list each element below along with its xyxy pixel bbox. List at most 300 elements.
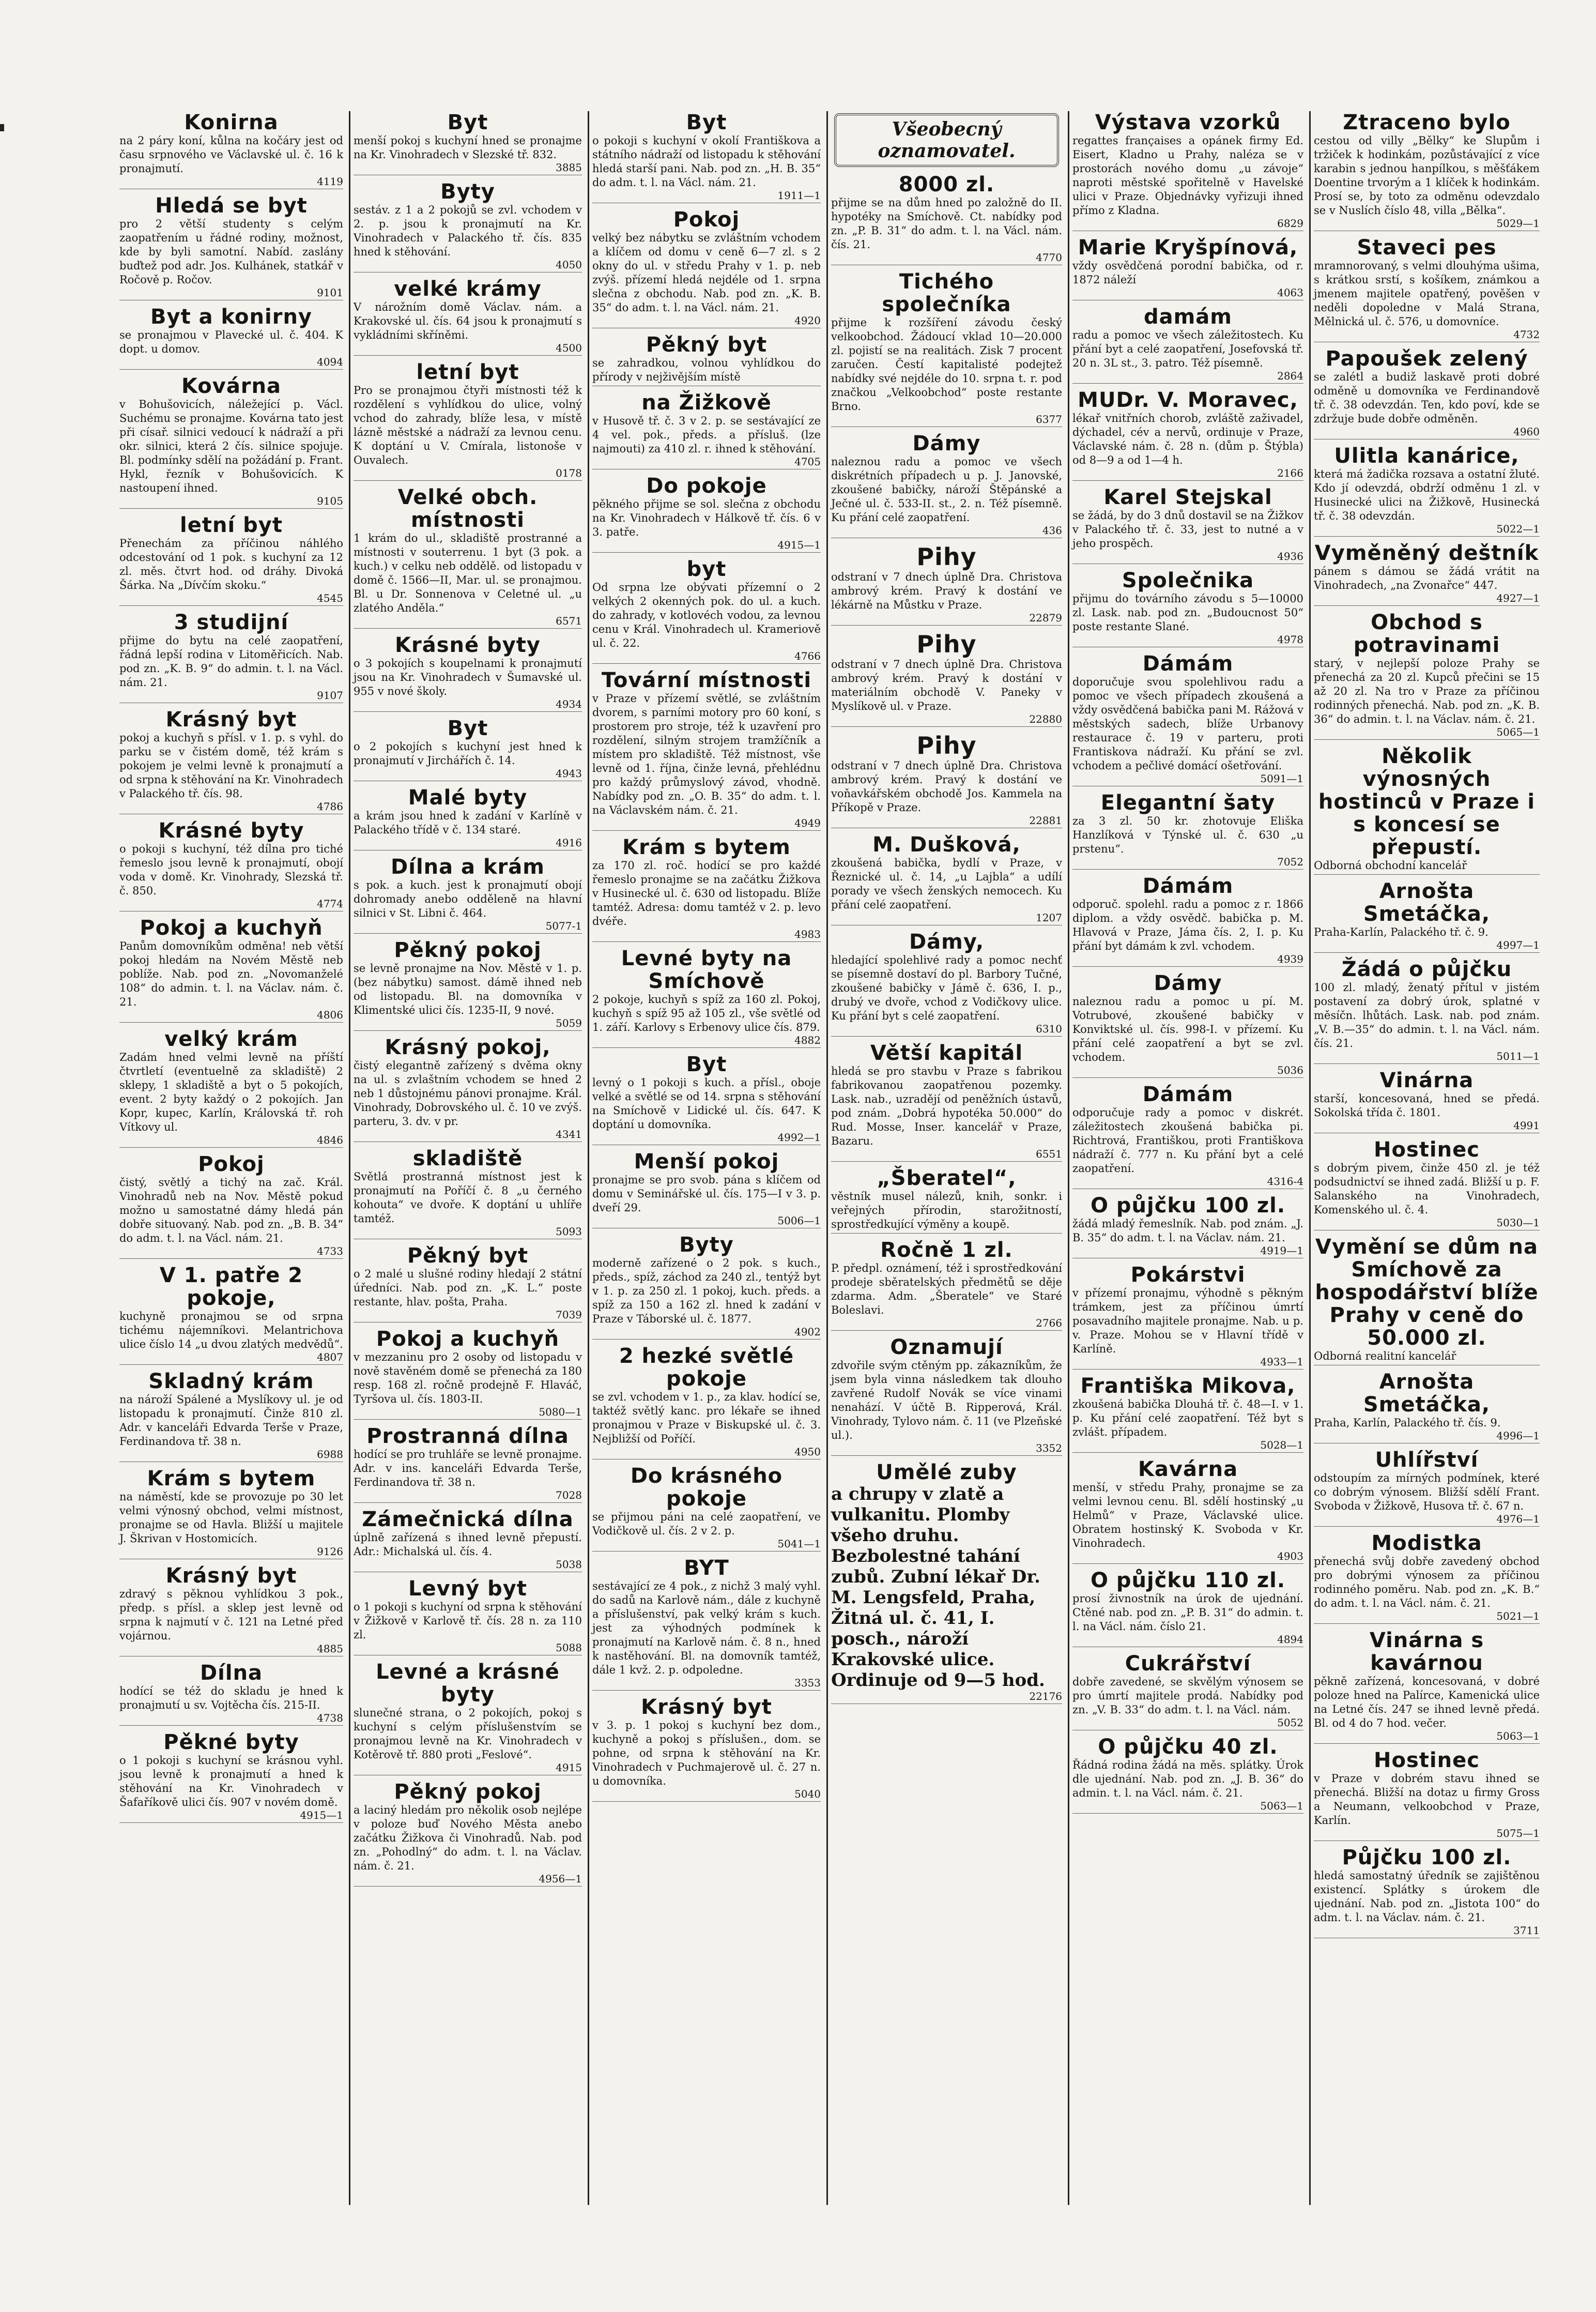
ad-number: 4705 <box>794 455 821 468</box>
ad-number: 4846 <box>317 1134 343 1146</box>
classified-ad <box>1072 111 1303 231</box>
ad-number: 5030—1 <box>1496 1216 1540 1229</box>
ad-heading: Vyměněný deštník <box>1314 541 1539 565</box>
ad-body: se zvl. vchodem v 1. p., za klav. hodící se, taktéž světlý kanc. pro lékaře se ihned pronajmou v Praze v Biskupské ul. č. 3. Nejbližší od Poříčí. <box>592 1391 821 1445</box>
ad-number: 4983 <box>794 928 821 940</box>
ad-column-4 <box>826 111 1065 2205</box>
ad-number: 5038 <box>556 1558 582 1571</box>
ad-heading: Umělé zuby <box>876 1461 1017 1484</box>
ad-number: 5075—1 <box>1496 1827 1540 1839</box>
ad-number: 4063 <box>1277 286 1303 299</box>
ad-body: V nárožním domě Václav. nám. a Krakovské ul. čís. 64 jsou k pronajmutí s vykládními skříněmi. <box>354 301 582 341</box>
ad-body: pro 2 větší studenty s celým zaopatřením u řádné rodiny, možnost, kde by byli samotní. Nabíd. zaslány buďtež pod adr. Jos. Kulhánek, statkář v Ročově p. Ročov. <box>119 218 343 286</box>
ad-heading: na Žižkově <box>641 391 772 415</box>
classified-ad <box>354 361 582 481</box>
classified-ad <box>1314 542 1540 606</box>
ad-heading: Pihy <box>916 630 977 658</box>
ad-body: na náměstí, kde se provozuje po 30 let velmi výnosný obchod, velmi místnost, pronajme se od Havla. Bližší u majitele J. Škrivan v Hostomicích. <box>119 1490 343 1545</box>
ad-number: 22879 <box>1029 612 1062 624</box>
ad-body: Přenechám za příčinou náhlého odcestování od 1 pok. s kuchyní za 12 zl. měs. čtvrt hod. od dráhy. Divoká Šárka. Na „Dívčím skoku.“ <box>119 537 343 591</box>
ad-number: 5059 <box>556 1017 582 1029</box>
classified-ad <box>354 1036 582 1142</box>
classified-ad <box>354 1508 582 1572</box>
ad-body: v Praze v přízemí světlé, se zvláštním dvorem, s parními motory pro 60 koní, s prostorem pro stroje, též k uzavření pro rozdělení, silným strojem tramžíčník a místem pro skladiště. Též místnost, vše levně od 1. října, činže levná, přehlédnu pro každý průmyslový závod, vhodně. Nabídky pod zn. „O. B. 35“ do adm. t. l. na Václavském nám. č. 21. <box>592 692 821 816</box>
ad-heading: Elegantní šaty <box>1100 791 1276 815</box>
ad-body: odstraní v 7 dnech úplně Dra. Christova ambrový krém. Pravý k dostání v materiálním obchodě V. Paneky v Myslíkově ul. v Praze. <box>831 658 1062 712</box>
ad-number: 4119 <box>317 175 343 188</box>
ad-heading: Několik výnosných hostinců v Praze i s koncesí se přepustí. <box>1318 744 1536 859</box>
classified-ad <box>119 611 343 703</box>
ad-number: 4939 <box>1277 953 1303 965</box>
ad-body: se zahradkou, volnou vyhlídkou do přírody v nejživějším místě <box>592 357 821 383</box>
ad-heading: Levné byty na Smíchově <box>621 947 792 993</box>
ad-number: 4997—1 <box>1496 939 1540 951</box>
ad-body: přijme se na dům hned po založně do II. hypotéky na Smíchově. Ct. nabídky pod zn. „P. B. 31“ do adm. t. l. na Václ. nám. čís. 21. <box>831 196 1062 251</box>
ad-body: v Husově tř. č. 3 v 2. p. se sestávající ze 4 vel. pok., předs. a přísluš. (lze najmouti) za 410 zl. r. ihned k stěhování. <box>592 415 821 455</box>
classified-ad <box>592 208 821 328</box>
ad-number: 5029—1 <box>1496 217 1540 230</box>
ad-body: s pok. a kuch. jest k pronajmutí obojí dohromady anebo odděleně na hlavní silnici v St. Libni č. 464. <box>354 879 582 919</box>
ad-heading: Vinárna <box>1379 1069 1474 1092</box>
classified-ad <box>1072 569 1303 647</box>
ad-body: o 2 malé u slušné rodiny hledají 2 státní úředníci. Nab. pod zn. „K. L.“ poste restante, hlav. pošta, Praha. <box>354 1268 582 1308</box>
ad-body: se zalétl a budiž laskavě proti dobré odměně u domovníka ve Ferdinandově tř. č. 38 odevzdán. Ten, kdo poví, kde se zdržuje bude dobře odměněn. <box>1314 371 1540 425</box>
ad-body: a krám jsou hned k zadání v Karlíně v Palackého třídě v č. 134 staré. <box>354 810 582 836</box>
ad-body: vždy osvědčená porodní babička, od r. 1872 náleží <box>1072 260 1303 286</box>
classified-ad <box>354 634 582 712</box>
ad-number: 6551 <box>1036 1148 1062 1160</box>
ad-body: odstraní v 7 dnech úplně Dra. Christova ambrový krém. Pravý k dostání ve lékárně na Můstku v Praze. <box>831 571 1062 611</box>
ad-number: 6988 <box>317 1448 343 1461</box>
ad-number: 5028—1 <box>1260 1439 1303 1451</box>
ad-number: 4927—1 <box>1496 592 1540 604</box>
ad-number: 5093 <box>556 1225 582 1238</box>
classified-ad <box>119 375 343 509</box>
ad-number: 4902 <box>794 1326 821 1338</box>
classified-ad <box>1314 611 1540 740</box>
ad-body: menší pokoj s kuchyní hned se pronajme na Kr. Vinohradech v Slezské tř. 832. <box>354 134 582 161</box>
ad-heading: Byty <box>440 180 495 204</box>
ad-number: 4894 <box>1277 1633 1303 1646</box>
ad-heading: Krám s bytem <box>622 835 791 859</box>
ad-heading: damám <box>1144 305 1232 329</box>
ad-heading: Vymění se dům na Smíchově za hospodářství blíže Prahy v ceně do 50.000 zl. <box>1315 1235 1539 1350</box>
ad-body: v 3. p. 1 pokoj s kuchyní bez dom., kuchyně a pokoj s příslušen., dom. se pohne, od srpna k stěhování na Kr. Vinohradech v Puchmajerově ul. č. 27 n. u domovníka. <box>592 1719 821 1787</box>
ad-body: kuchyně pronajmou se od srpna tichému nájemníkovi. Melantrichova ulice číslo 14 „u dvou zlatých medvědů“. <box>119 1310 343 1350</box>
ad-number: 4960 <box>1513 425 1540 438</box>
classified-ad <box>1314 347 1540 439</box>
classified-ad <box>119 194 343 300</box>
ad-body: Praha, Karlín, Palackého tř. čís. 9. <box>1314 1417 1501 1429</box>
classified-ad <box>1072 875 1303 967</box>
ad-heading: Obchod s potravinami <box>1353 611 1500 657</box>
classified-ad <box>1314 1236 1540 1365</box>
ad-body: sestáv. z 1 a 2 pokojů se zvl. vchodem v 2. p. jsou k pronajmutí na Kr. Vinohradech v Palackého tř. čís. 835 hned k stěhování. <box>354 204 582 258</box>
ad-number: 4916 <box>556 836 582 849</box>
classified-ad <box>831 833 1062 925</box>
classified-ad <box>119 1028 343 1148</box>
classified-ad <box>119 514 343 606</box>
ad-body: zdvořile svým ctěným pp. zákazníkům, že jsem byla vinna následkem tak dlouho zavřené Rudolf Novák se více vinami nenahází. V účtě B. Ripperová, Král. Vinohrady, Tylovo nám. č. 11 (ve Plzeňské ul.). <box>831 1359 1062 1441</box>
ad-heading: Karel Stejskal <box>1103 485 1272 509</box>
ad-body: 100 zl. mladý, ženatý přítul v jistém postavení za dobrý úrok, splatné v měsíčn. lhůtách. Lask. nab. pod znám. „V. B.—35“ do admin. t. l. na Václ. nám. čís. 21. <box>1314 981 1540 1049</box>
classified-ad <box>831 173 1062 265</box>
ad-number: 4991 <box>1513 1119 1540 1132</box>
ad-number: 9126 <box>317 1545 343 1558</box>
classified-ad <box>592 1053 821 1145</box>
ad-body: která má žadička rozsava a ostatní žluté. Kdo jí odevzdá, obdrží odměnu 1 zl. v Husinecké ulici na Žižkově, Husinecká tř. č. 38 odevzdán. <box>1314 468 1540 522</box>
ad-number: 4807 <box>317 1351 343 1363</box>
ad-body: za 170 zl. roč. hodící se pro každé řemeslo pronajme se na začátku Žižkova v Husinecké ul. č. 630 od listopadu. Blíže tamtéž. Adresa: domu tamtéž v 2. p. levo dvéře. <box>592 859 821 927</box>
ad-body: slunečné strana, o 2 pokojích, pokoj s kuchyní s celým příslušenstvím se pronajmou levně na Kr. Vinohradech v Kotěrově tř. 880 proti „Feslové“. <box>354 1707 582 1761</box>
classified-ad <box>119 1153 343 1259</box>
ad-number: 4915 <box>556 1761 582 1774</box>
classified-ad <box>1314 1138 1540 1230</box>
classified-ad <box>354 486 582 629</box>
ad-body: regattes françaises a opánek firmy Ed. Eisert, Kladno u Prahy, naléza se v prostorách nového domu „u závoje“ naproti městské spořitelně v Havelské ulici v Praze. Objednávky vyřizuji ihned přímo z Kladna. <box>1072 134 1303 217</box>
classified-ad <box>119 708 343 814</box>
ad-number: 4915—1 <box>777 539 821 551</box>
ad-number: 4766 <box>794 650 821 662</box>
ad-heading: O půjčku 40 zl. <box>1098 1735 1278 1759</box>
ad-heading: Větší kapitál <box>870 1041 1023 1065</box>
ad-body: Odborná obchodní kancelář <box>1314 859 1467 872</box>
classified-ad <box>119 819 343 911</box>
classified-ad <box>831 1239 1062 1331</box>
ad-column-1 <box>116 111 346 2205</box>
ad-body: zkoušená babička Dlouhá tř. č. 48—I. v 1. p. Ku přání celé zaopatření. Též byt s zvlášt. případem. <box>1072 1398 1303 1438</box>
ad-heading: Arnošta Smetáčka, <box>1363 879 1491 926</box>
ad-number: 3353 <box>794 1677 821 1689</box>
ad-body: Světlá prostranná místnost jest k pronajmutí na Poříčí č. 8 „u černého kohouta“ ve dvoře. K doptání u uhlíře tamtéž. <box>354 1170 582 1225</box>
ad-number: 5063—1 <box>1496 1730 1540 1742</box>
ad-body: radu a pomoc ve všech záležitostech. Ku přání byt a celé zaopatření, Josefovská tř. 20 n. 3L st., 3. patro. Též písemně. <box>1072 329 1303 369</box>
ad-number: 4936 <box>1277 550 1303 562</box>
ad-body: pěkného přijme se sol. slečna z obchodu na Kr. Vinohradech v Hálkově tř. čís. 6 v 3. patře. <box>592 498 821 538</box>
ad-heading: BYT <box>684 1556 729 1580</box>
classified-ad <box>1072 1652 1303 1730</box>
ad-heading: 2 hezké světlé pokoje <box>619 1344 794 1391</box>
ad-heading: Pokoj <box>198 1152 265 1176</box>
classified-ad <box>831 1461 1062 1704</box>
ad-number: 4733 <box>317 1245 343 1257</box>
classified-ad <box>592 669 821 831</box>
ad-body: hledající spolehlivé rady a pomoc nechť se písemně dostaví do pl. Barbory Tučné, zkoušené babičky v Jámě č. 636, I. p., drubý ve dvoře, vchod z Vodičkovy ulice. Ku přání byt s celé zaopatření. <box>831 954 1062 1022</box>
ad-body: pronajme se pro svob. pána s klíčem od domu v Seminářské ul. čís. 175—I v 3. p. dveří 29. <box>592 1174 821 1214</box>
ad-number: 5040 <box>794 1788 821 1800</box>
ad-heading: Byt <box>686 111 727 134</box>
ad-body: doporučuje svou spolehlivou radu a pomoc ve všech případech zkoušená a vždy osvědčená babička pani M. Rážová v městských sadech, blíže Urbanovy restaurace č. 19 v parteru, proti Frantiskova nádraží. Ku přání se zvl. vchodem a pečlivé domácí ošetřování. <box>1072 676 1303 772</box>
ad-heading: velké krámy <box>394 277 542 301</box>
ad-number: 5036 <box>1277 1064 1303 1076</box>
ad-body: přijme k rozšíření závodu český velkoobchod. Žádoucí vklad 10—20.000 zl. pojistí se na realitách. Zisk 7 procent zaručen. Čestí kapitalisté podejtež nabídky své nejdéle do 10. srpna t. r. pod značkou „Velkoobchod“ poste restante Brno. <box>831 316 1062 413</box>
ad-heading: Půjčku 100 zl. <box>1342 1846 1512 1869</box>
ad-body: 2 pokoje, kuchyň s spíž za 160 zl. Pokoj, kuchyň s spíž 95 až 105 zl., vše světlé od 1. září. Karlovy s Erbenovy ulice čís. 879. <box>592 993 821 1033</box>
agency-header-box <box>834 113 1059 167</box>
classified-ad <box>592 836 821 942</box>
classified-ad <box>1314 1846 1540 1938</box>
ad-number: 4915—1 <box>300 1809 343 1821</box>
ad-number: 9101 <box>317 286 343 299</box>
agency-title-line-1: Všeobecný <box>892 118 1002 140</box>
ad-body: Panům domovníkům odměna! neb větší pokoj hledám na Novém Městě neb poblíže. Nab. pod zn. „Novomanželé 108“ do admin. t. l. na Václav. nám. č. 21. <box>119 940 343 1008</box>
classified-ad <box>1072 1083 1303 1189</box>
agency-title-line-2: oznamovatel. <box>878 140 1016 162</box>
ad-column-5 <box>1068 111 1307 2205</box>
ad-number: 4978 <box>1277 633 1303 646</box>
ad-number: 4976—1 <box>1496 1513 1540 1525</box>
ad-number: 6571 <box>556 615 582 627</box>
ad-body: moderně zařízené o 2 pok. s kuch., předs., spíž, záchod za 240 zl., tentýž byt v 1. p. za 250 zl. 1 pokoj, kuch. předs. a spíž za 150 a 162 zl. hned k zadání v Praze v Táborské ul. č. 1877. <box>592 1257 821 1325</box>
ad-heading: Vinárna s kavárnou <box>1369 1629 1484 1675</box>
ad-number: 5080—1 <box>539 1406 582 1418</box>
ad-number: 6829 <box>1277 217 1303 230</box>
ad-heading: Dílna <box>199 1661 263 1685</box>
ad-number: 4774 <box>317 898 343 910</box>
ad-body: přijmu do továrního závodu s 5—10000 zl. Lask. nab. pod zn. „Budoucnost 50“ poste restante Slané. <box>1072 592 1303 633</box>
ad-heading: Dámám <box>1142 1083 1234 1106</box>
ad-body: s dobrým pivem, činže 450 zl. je též podsudnictví se ihned zadá. Bližší u p. F. Salanského na Vinohradech, Komenského ul. č. 4. <box>1314 1162 1540 1216</box>
ad-number: 5006—1 <box>777 1214 821 1227</box>
ad-heading: Malé byty <box>408 786 528 810</box>
ad-body: hledá samostatný úředník se zajištěnou existencí. Splátky s úrokem dle ujednání. Nab. pod zn. „Jistota 100“ do adm. t. l. na Václav. nám. č. 21. <box>1314 1869 1540 1924</box>
ad-heading: Tichého společníka <box>882 270 1011 316</box>
classified-ad <box>831 270 1062 427</box>
classified-ad <box>1072 792 1303 870</box>
classified-ad <box>1072 652 1303 786</box>
ad-number: 436 <box>1042 524 1062 537</box>
ad-heading: Pěkný pokoj <box>394 938 542 962</box>
ad-heading: Krásný byt <box>165 1564 297 1588</box>
ad-heading: Ulitla kanárice, <box>1334 444 1520 468</box>
classified-ad <box>592 1345 821 1459</box>
ad-heading: Společnika <box>1122 569 1254 592</box>
classified-ad <box>1314 1532 1540 1624</box>
ad-heading: Krásné byty <box>158 819 304 843</box>
classified-ad <box>1314 111 1540 231</box>
ad-number: 22880 <box>1029 713 1062 725</box>
classified-ad <box>119 1564 343 1656</box>
ad-heading: Dámy, <box>909 930 985 954</box>
ad-column-6 <box>1309 111 1543 2205</box>
ad-number: 3352 <box>1036 1442 1062 1454</box>
ad-heading: Krásný byt <box>641 1695 772 1719</box>
classified-ad <box>1314 1069 1540 1133</box>
classified-ad <box>592 947 821 1048</box>
classified-ad <box>1072 306 1303 384</box>
ad-body: pánem s dámou se žádá vrátit na Vinohradech, „na Zvonařce“ 447. <box>1314 565 1540 591</box>
classified-ad <box>1072 1264 1303 1370</box>
ad-heading: Modistka <box>1371 1531 1482 1555</box>
ad-number: 4770 <box>1036 251 1062 264</box>
ad-heading: Pěkný byt <box>646 333 768 357</box>
ad-column-2 <box>349 111 585 2205</box>
classified-ad <box>1072 486 1303 564</box>
ad-number: 9107 <box>317 689 343 702</box>
ad-body: v mezzaninu pro 2 osoby od listopadu v nově stavěném domě se přenechá za 180 resp. 168 zl. ročně prodejně F. Hlaváč, Tyršova ul. čís. 1803-II. <box>354 1351 582 1405</box>
ad-heading: Dámám <box>1142 652 1234 676</box>
ad-number: 4094 <box>317 356 343 368</box>
ad-heading: velký krám <box>164 1027 298 1051</box>
classified-ad <box>119 917 343 1023</box>
classified-ad <box>831 1042 1062 1162</box>
ad-heading: byt <box>686 557 727 581</box>
ad-heading: Pokoj a kuchyň <box>140 916 323 940</box>
ad-number: 7052 <box>1277 856 1303 868</box>
ad-heading: Tovární místnosti <box>601 668 812 692</box>
ad-heading: Kovárna <box>181 374 282 398</box>
binding-mark <box>0 124 4 131</box>
ad-body: se žádá, by do 3 dnů dostavil se na Žižkov v Palackého tř. č. 33, jest to nutné a v jeho prospěch. <box>1072 509 1303 550</box>
ad-body: Odborná realitní kancelář <box>1314 1350 1456 1362</box>
ad-body: pěkně zařízená, koncesovaná, v dobré poloze hned na Palírce, Kamenická ulice na Letné čís. 247 se ihned levně předá. Bl. od 4 do 7 hod. večer. <box>1314 1675 1540 1729</box>
ad-body: se levně pronajme na Nov. Městě v 1. p. (bez nábytku) samost. dámě ihned neb od listopadu. Bl. na domovníka v Klimentské ulici čís. 1235-II, 9 nové. <box>354 962 582 1016</box>
ad-body: pokoj a kuchyň s přísl. v 1. p. s vyhl. do parku se v čistém domě, též krám s pokojem je velmi levně k pronajmutí a od srpna k stěhování na Kr. Vinohradech v Palackého tř. čís. 98. <box>119 732 343 800</box>
classified-ad <box>119 1662 343 1726</box>
ad-body: starý, v nejlepší poloze Prahy se přenechá za 20 zl. Kupců přečini se 15 až 20 zl. Na tro v Praze za příčinou rodinných přenechá. Nab. pod zn. „K. B. 36“ do admin. t. l. na Václav. nám. č. 21. <box>1314 657 1540 725</box>
ad-body: Zadám hned velmi levně na příští čtvrtletí (eventuelně za skladiště) 2 sklepy, 1 skladiště a byt o 5 pokojích, event. 2 byty každý o 2 pokojích. Jan Kopr, kupec, Karlín, Královská tř. roh Vítkovy ul. <box>119 1051 343 1133</box>
ad-number: 5041—1 <box>777 1538 821 1550</box>
ad-body: menší, v středu Prahy, pronajme se za velmi levnou cenu. Bl. sdělí hostinský „u Helmů“ v Praze, Václavské ulice. Obratem hostinský K. Svoboda v Kr. Vinohradech. <box>1072 1481 1303 1549</box>
classified-ad <box>354 111 582 175</box>
ad-heading: 8000 zl. <box>898 173 995 196</box>
ad-heading: Konirna <box>184 111 279 134</box>
ad-number: 5091—1 <box>1260 772 1303 785</box>
classified-ad <box>1072 1736 1303 1814</box>
ad-heading: O půjčku 110 zl. <box>1090 1569 1286 1592</box>
ad-heading: Velké obch. místnosti <box>397 485 538 532</box>
classified-ad <box>354 1328 582 1420</box>
classified-ad <box>831 1336 1062 1456</box>
ad-heading: Ročně 1 zl. <box>880 1238 1013 1262</box>
ad-number: 7039 <box>556 1309 582 1321</box>
ad-body: o 1 pokoji s kuchyní od srpna k stěhování v Žižkově v Karlově tř. čís. 28 n. za 110 zl. <box>354 1601 582 1641</box>
classified-ad <box>1314 745 1540 875</box>
ad-heading: skladiště <box>412 1147 523 1170</box>
ad-number: 5065—1 <box>1496 726 1540 738</box>
classified-ad <box>1314 236 1540 342</box>
ad-heading: Ztraceno bylo <box>1343 111 1511 134</box>
ad-number: 4943 <box>556 767 582 780</box>
ad-number: 4545 <box>317 592 343 604</box>
ad-number: 6310 <box>1036 1023 1062 1035</box>
ad-body: o 2 pokojích s kuchyní jest hned k pronajmutí v Jirchářích č. 14. <box>354 740 582 767</box>
ad-heading: Levné a krásné byty <box>376 1660 560 1707</box>
ad-heading: 3 studijní <box>174 611 289 634</box>
classified-ad <box>354 1244 582 1322</box>
ad-heading: Pěkné byty <box>163 1730 299 1754</box>
classified-ad <box>1072 389 1303 481</box>
ad-body: hodící se též do skladu je hned k pronajmutí u sv. Vojtěcha čís. 215-II. <box>119 1685 343 1711</box>
ad-body: odstraní v 7 dnech úplně Dra. Christova ambrový krém. Pravý k dostání ve voňavkářském obchodě Jos. Kammela na Příkopě v Praze. <box>831 759 1062 814</box>
ad-body: P. předpl. oznámení, též i sprostředkování prodeje sběratelských předmětů se děje zdarma. Adm. „Šberatele“ ve Staré Boleslavi. <box>831 1262 1062 1316</box>
ad-heading: Kavárna <box>1138 1457 1238 1481</box>
classified-ad <box>354 939 582 1031</box>
ad-number: 7028 <box>556 1489 582 1501</box>
ad-body: úplně zařízená s ihned levně přepustí. Adr.: Michalská ul. čís. 4. <box>354 1531 582 1558</box>
ad-number: 4956—1 <box>539 1873 582 1885</box>
ad-body: odporučuje rady a pomoc v diskrét. záležitostech zkoušená babička pi. Richtrová, Františkou, proti Františkova nádraží č. 777 n. Ku přání byt a celé zaopatření. <box>1072 1106 1303 1175</box>
ad-number: 4341 <box>556 1128 582 1140</box>
ad-heading: Menší pokoj <box>634 1150 779 1174</box>
ad-body: se pronajmou v Plavecké ul. č. 404. K dopt. u domov. <box>119 329 343 355</box>
ad-number: 1911—1 <box>777 189 821 202</box>
ad-heading: Žádá o půjčku <box>1341 957 1512 981</box>
ad-body: lékař vnitřních chorob, zvláště zaživadel, dýchadel, cév a nervů, ordinuje v Praze, Václavské nám. č. 28 n. (dům p. Štýbla) od 8—9 a od 1—4 h. <box>1072 412 1303 466</box>
ad-number: 4732 <box>1513 328 1540 341</box>
ad-number: 5077-1 <box>545 920 582 932</box>
ad-heading: Staveci pes <box>1357 236 1497 260</box>
ad-number: 4934 <box>556 698 582 710</box>
ad-heading: Prostranná dílna <box>366 1424 569 1448</box>
ad-body: o pokoji s kuchyní, též dílna pro tiché řemeslo jsou levně k pronajmutí, obojí voda v domě. Kr. Vinohrady, Slezská tř. č. 850. <box>119 843 343 897</box>
ad-number: 0178 <box>556 467 582 479</box>
ad-number: 5022—1 <box>1496 523 1540 535</box>
ad-heading: Dílna a krám <box>391 855 545 879</box>
ad-heading: Hostinec <box>1374 1138 1480 1162</box>
ad-heading: Krásný byt <box>165 708 297 732</box>
ad-body: Pro se pronajmou čtyři místnosti též k rozdělení s vyhlídkou do ulice, volný vchod do zahrady, blíže lesa, v místě lázně městské a nádraží za levnou cenu. K doptání u V. Cmírala, listonoše v Ouvalech. <box>354 384 582 466</box>
ad-heading: Pěkný pokoj <box>394 1780 542 1804</box>
ad-body: v Praze v dobrém stavu ihned se přenechá. Bližší na dotaz u firmy Gross a Neumann, velkoobchod v Praze, Karlín. <box>1314 1772 1540 1827</box>
classified-ad <box>1314 880 1540 953</box>
ad-heading: „Šberatel“, <box>877 1166 1017 1190</box>
ad-heading: Pokoj a kuchyň <box>376 1327 560 1351</box>
classified-ad <box>1314 1449 1540 1527</box>
ad-number: 4500 <box>556 342 582 354</box>
ad-number: 5063—1 <box>1260 1800 1303 1812</box>
ad-body: naleznou radu a pomoc ve všech diskrétních případech u p. J. Janovské, zkoušené babičky, nároží Štěpánské a Ječné ul. č. 533-II. st., 2. n. Též písemně. Ku přání celé zaopatření. <box>831 455 1062 524</box>
ad-number: 3711 <box>1513 1924 1540 1937</box>
classified-ad <box>592 1465 821 1552</box>
ad-body: odstoupím za mírných podmínek, které co dobrým výnosem. Bližší sdělí Frant. Svoboda v Žižkově, Husova tř. č. 67 n. <box>1314 1472 1540 1512</box>
classified-ad <box>1314 1371 1540 1443</box>
classified-ad <box>354 1781 582 1887</box>
ad-number: 5011—1 <box>1496 1050 1540 1062</box>
classified-ad <box>119 1467 343 1559</box>
classified-ad <box>1072 236 1303 300</box>
ad-heading: Levný byt <box>408 1577 527 1601</box>
classified-ad <box>831 1167 1062 1234</box>
ad-body: velký bez nábytku se zvláštním vchodem a klíčem od domu v ceně 6—7 zl. s 2 okny do ul. v středu Prahy v 1. p. neb zvýš. přízemí hledá nejdéle od 1. srpna slečna z obchodu. Nab. pod zn. „K. B. 35“ do adm. t. l. na Václ. nám. 21. <box>592 232 821 314</box>
ad-body: přenechá svůj dobře zavedený obchod pro dobrými výnosem za příčinou rodinného poměru. Nab. pod zn. „K. B.“ do adm. t. l. na Václ. nám. č. 21. <box>1314 1555 1540 1609</box>
classified-ad <box>831 631 1062 727</box>
classified-ad <box>119 1264 343 1365</box>
ad-heading: Do krásného pokoje <box>630 1464 783 1511</box>
ad-body: levný o 1 pokoji s kuch. a přísl., oboje velké a světlé se od 14. srpna s stěhování na Smíchově v Lidické ul. čís. 647. K doptání u domovníka. <box>592 1076 821 1131</box>
classified-ad <box>1314 1629 1540 1744</box>
classified-ad <box>592 475 821 553</box>
classified-ad <box>1072 1458 1303 1564</box>
ad-heading: Oznamují <box>890 1335 1003 1359</box>
ad-heading: Hostinec <box>1374 1748 1480 1772</box>
ad-body: odporuč. spolehl. radu a pomoc z r. 1866 diplom. a vždy osvědč. babička p. M. Hlavová v Praze, Jáma čís. 2, I. p. Ku přání byt dámám k zvl. vchodem. <box>1072 898 1303 952</box>
ad-heading: Pihy <box>916 543 977 571</box>
ad-body: zkoušená babička, bydlí v Praze, v Řeznické ul. č. 14, „u Lajbla“ a udílí porady ve všech ženských nemocech. Ku přání celé zaopatření. <box>831 857 1062 911</box>
ad-body: o 1 pokoji s kuchyní se krásnou vyhl. jsou levně k pronajmutí a hned k stěhování na Kr. Vinohradech v Šafaříkově ulici čís. 907 v novém domě. <box>119 1754 343 1808</box>
ad-body: Praha-Karlín, Palackého tř. č. 9. <box>1314 926 1488 938</box>
ad-heading: Pokoj <box>673 208 740 232</box>
classified-ad <box>592 1696 821 1802</box>
ad-heading: Krám s bytem <box>147 1467 316 1490</box>
ad-number: 4919—1 <box>1260 1244 1303 1257</box>
ad-body: naleznou radu a pomoc u pí. M. Votrubové, zkoušené babičky v Konviktské ul. čís. 998-I. v přízemí. Ku přání celé zaopatření a byt se zvl. vchodem. <box>1072 995 1303 1063</box>
ad-heading: Byt <box>447 111 488 134</box>
ad-heading: Cukrářství <box>1125 1652 1251 1676</box>
ad-number: 4316-4 <box>1267 1175 1303 1188</box>
classified-ad <box>1072 972 1303 1078</box>
ad-number: 4933—1 <box>1260 1356 1303 1368</box>
